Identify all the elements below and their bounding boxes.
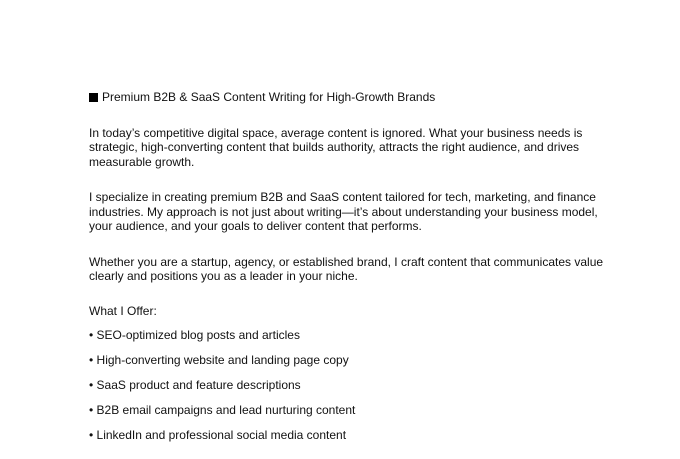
document-body: [89, 90, 609, 453]
audience-paragraph: Whether you are a startup, agency, or established brand, I craft content that communicates value clearly and positions you as a leader in your niche.: [89, 254, 604, 283]
black-square-icon: [89, 93, 98, 102]
list-item: • LinkedIn and professional social media content: [89, 428, 347, 442]
list-item: • SaaS product and feature descriptions: [89, 378, 301, 392]
list-item: • SEO-optimized blog posts and articles: [89, 328, 300, 342]
intro-paragraph: In today’s competitive digital space, average content is ignored. What your business needs is strategic, high-converting content that builds authority, attracts the right audience, and drives measurable growth.: [89, 125, 583, 169]
offer-list: [89, 328, 609, 443]
document-heading: [89, 90, 609, 105]
heading-text: Premium B2B & SaaS Content Writing for High-Growth Brands: [102, 90, 436, 104]
offer-label: What I Offer:: [89, 303, 157, 318]
list-item: • B2B email campaigns and lead nurturing content: [89, 403, 356, 417]
list-item: • High-converting website and landing page copy: [89, 353, 349, 367]
specialty-paragraph: I specialize in creating premium B2B and SaaS content tailored for tech, marketing, and finance industries. My approach is not just about writing—it’s about understanding your business model, your audience, and your goals to deliver content that performs.: [89, 190, 598, 233]
